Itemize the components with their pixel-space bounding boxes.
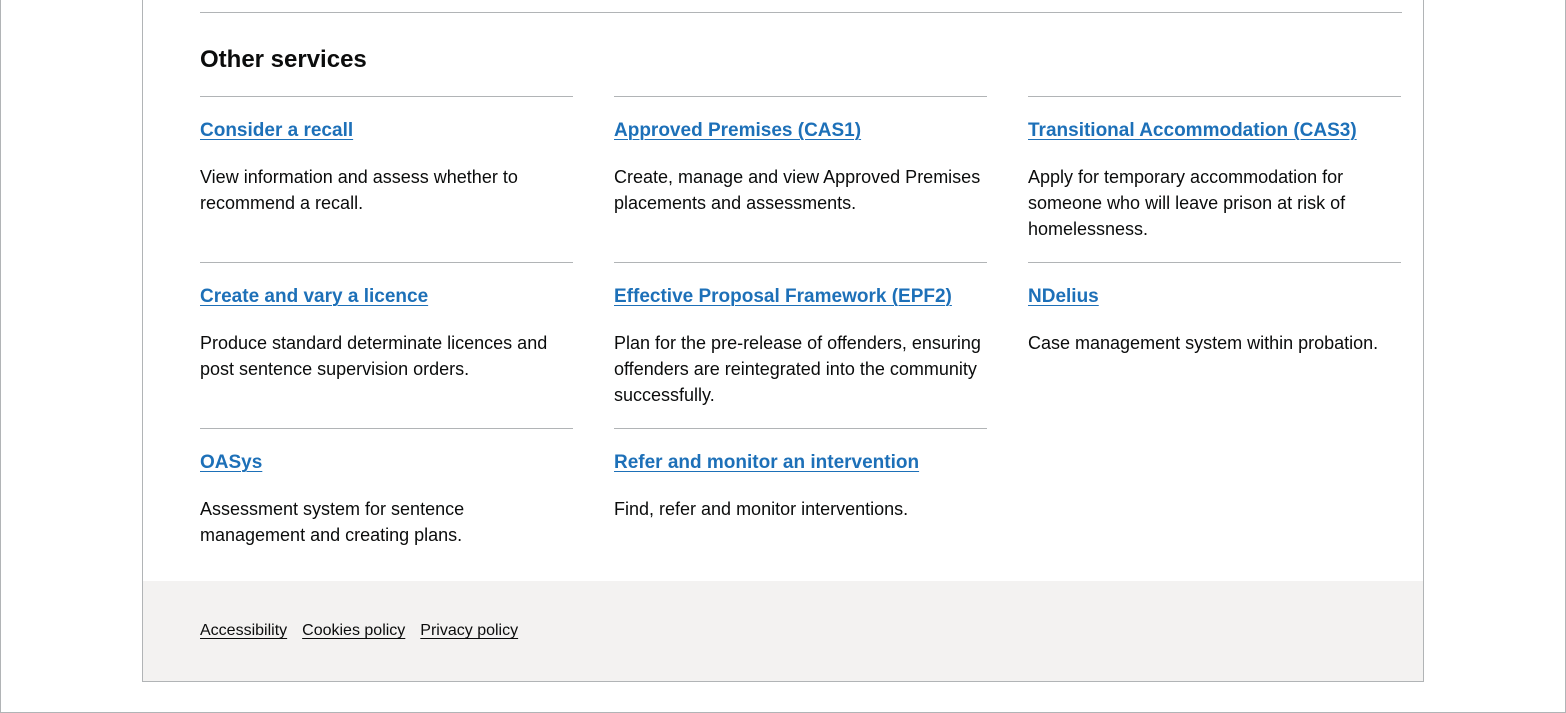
footer-link-cookies-policy[interactable]: Cookies policy xyxy=(302,622,406,639)
service-description: Produce standard determinate licences and post sentence supervision orders. xyxy=(200,333,548,379)
footer-link-privacy-policy[interactable]: Privacy policy xyxy=(420,622,519,639)
section-divider xyxy=(200,12,1402,13)
service-card-oasys xyxy=(200,428,573,594)
service-link-refer-and-monitor[interactable]: Refer and monitor an intervention xyxy=(614,452,920,473)
service-card-approved-premises xyxy=(614,96,987,262)
service-link-oasys[interactable]: OASys xyxy=(200,452,263,473)
service-link-consider-a-recall[interactable]: Consider a recall xyxy=(200,120,354,141)
footer-links xyxy=(200,621,518,641)
service-card-effective-proposal-framework xyxy=(614,262,987,428)
service-card-ndelius xyxy=(1028,262,1401,428)
service-link-ndelius[interactable]: NDelius xyxy=(1028,286,1099,307)
service-description: Plan for the pre-release of offenders, ensuring offenders are reintegrated into the community successfully. xyxy=(614,333,981,405)
service-card-create-and-vary-a-licence xyxy=(200,262,573,428)
service-link-transitional-accommodation[interactable]: Transitional Accommodation (CAS3) xyxy=(1028,120,1357,141)
service-description: Find, refer and monitor interventions. xyxy=(614,499,909,519)
section-heading: Other services xyxy=(200,46,367,73)
service-card-refer-and-monitor xyxy=(614,428,987,594)
page-content xyxy=(142,0,1424,682)
service-description: Assessment system for sentence management and creating plans. xyxy=(200,499,465,545)
service-description: Apply for temporary accommodation for someone who will leave prison at risk of homelessness. xyxy=(1028,167,1346,239)
service-link-effective-proposal-framework[interactable]: Effective Proposal Framework (EPF2) xyxy=(614,286,952,307)
service-card-consider-a-recall xyxy=(200,96,573,262)
service-link-create-and-vary-a-licence[interactable]: Create and vary a licence xyxy=(200,286,429,307)
service-description: Create, manage and view Approved Premises placements and assessments. xyxy=(614,167,981,213)
footer-link-accessibility[interactable]: Accessibility xyxy=(200,622,288,639)
services-grid xyxy=(200,96,1402,594)
service-description: Case management system within probation. xyxy=(1028,333,1379,353)
service-link-approved-premises[interactable]: Approved Premises (CAS1) xyxy=(614,120,862,141)
service-description: View information and assess whether to recommend a recall. xyxy=(200,167,518,213)
page-footer xyxy=(143,581,1423,681)
service-card-transitional-accommodation xyxy=(1028,96,1401,262)
